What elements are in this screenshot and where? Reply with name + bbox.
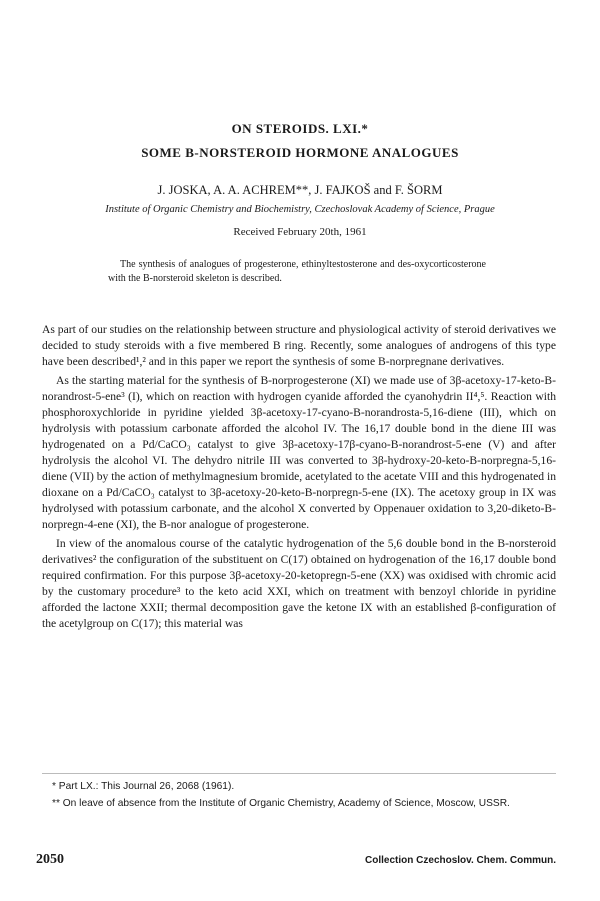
page-number: 2050	[36, 852, 64, 867]
body-paragraph-3: In view of the anomalous course of the catalytic hydrogenation of the 5,6 double bond in the B-norsteroid derivatives² the configuration of the substituent on C(17) obtained on hydrogenation of the 16,17 double bond required confirmation. For this purpose 3β-acetoxy-20-ketopregn-5-ene (XX) was oxidised with chromic acid by the customary procedure³ to the keto acid XXI, which on treatment with benzoyl chloride in pyridine afforded the lactone XXII; thermal decomposition gave the ketone IX with an established β-configuration of the acetylgroup on C(17); this material was	[42, 537, 556, 630]
article-title: SOME B-NORSTEROID HORMONE ANALOGUES	[141, 145, 459, 160]
abstract: The synthesis of analogues of progesterone, ethinyltestosterone and des-oxycorticosterone with the B-norsteroid skeleton is described.	[108, 259, 486, 284]
article-affiliation: Institute of Organic Chemistry and Biochemistry, Czechoslovak Academy of Science, Prague	[105, 204, 495, 215]
footnote-1: * Part LX.: This Journal 26, 2068 (1961).	[52, 781, 235, 792]
article-authors: J. JOSKA, A. A. ACHREM**, J. FAJKOŠ and F. ŠORM	[157, 183, 443, 197]
journal-name: Collection Czechoslov. Chem. Commun.	[365, 855, 556, 866]
body-paragraph-2: As the starting material for the synthesis of B-norprogesterone (XI) we made use of 3β-acetoxy-17-keto-B-norandrost-5-ene³ (I), which on reaction with hydrogen cyanide afforded the cyanohydrin II⁴,⁵. Reaction with phosphoroxychloride in pyridine yielded 3β-acetoxy-17-cyano-B-norandrosta-5,16-diene (III), which on hydrolysis with potassium carbonate afforded the alcohol IV. The 16,17 double bond in the diene III was hydrogenated on a Pd/CaCO₃ catalyst to give 3β-acetoxy-17β-cyano-B-norandrost-5-ene (V) and after hydrolysis the alcohol VI. The dehydro nitrile III was converted to 3β-hydroxy-20-keto-B-norpregna-5,16-diene (VII) by the action of methylmagnesium bromide, acetylated to the acetate VIII and this hydrogenated in dioxane on a Pd/CaCO₃ catalyst to 3β-acetoxy-20-keto-B-norpregn-5-ene (IX). The acetoxy group in IX was hydrolysed with potassium carbonate, and the alcohol X converted by Oppenauer oxidation to 3,20-diketo-B-norpregn-4-ene (XI), the B-nor analogue of progesterone.	[42, 374, 556, 531]
article-title-series: ON STEROIDS. LXI.*	[231, 121, 369, 136]
body-paragraph-1: As part of our studies on the relationship between structure and physiological activity of steroid derivatives we decided to study steroids with a five membered B ring. Recently, some analogues of androgens of this type have been described¹,² and in this paper we report the synthesis of some B-norpregnane derivatives.	[42, 323, 556, 368]
footnote-divider	[42, 773, 556, 774]
article-body	[42, 322, 556, 632]
received-date: Received February 20th, 1961	[233, 226, 367, 238]
footnote-2: ** On leave of absence from the Institute of Organic Chemistry, Academy of Science, Moscow, USSR.	[52, 798, 510, 809]
